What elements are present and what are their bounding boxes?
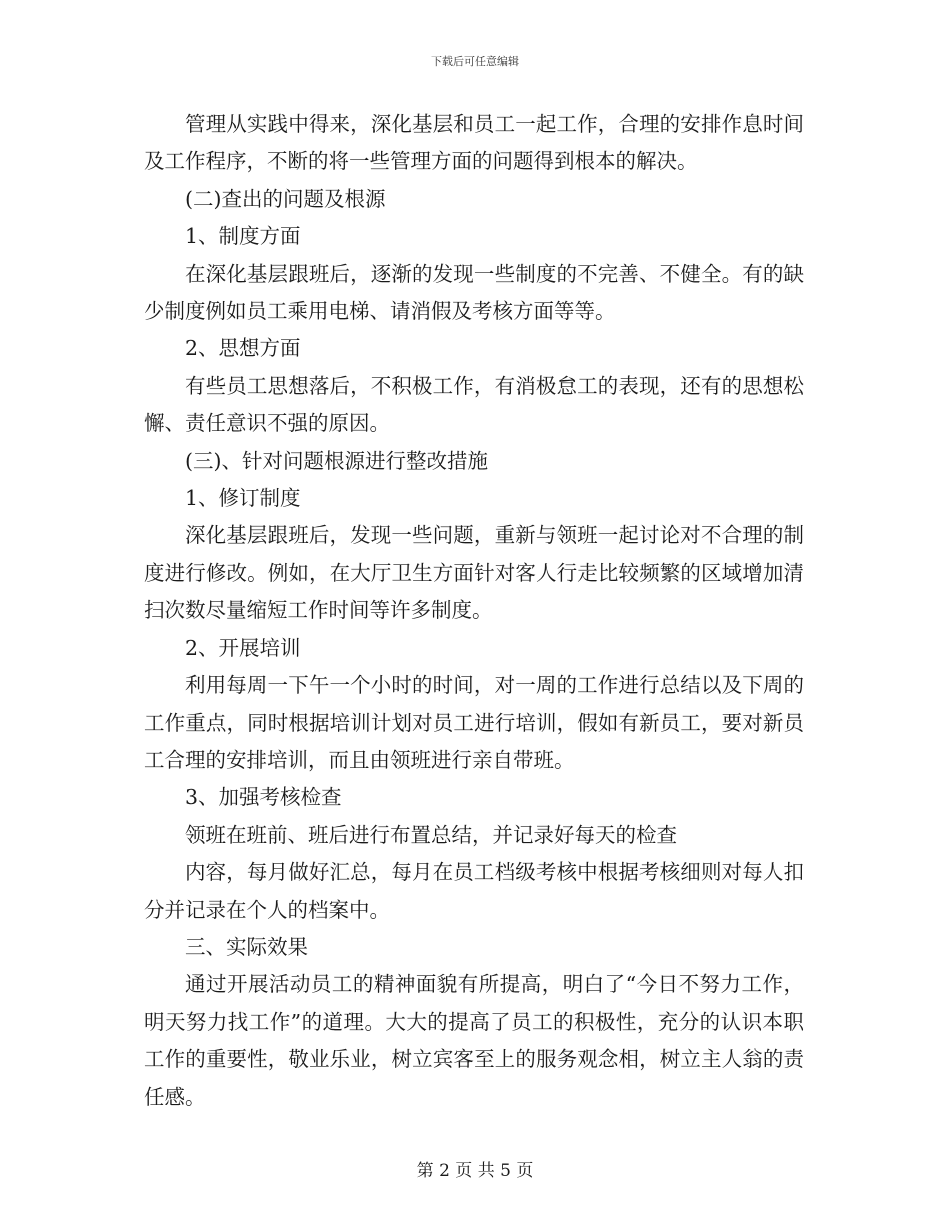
subsection-heading: 1、制度方面 <box>185 224 301 249</box>
subsection-heading: 3、加强考核检查 <box>185 785 342 810</box>
paragraph: 领班在班前、班后进行布置总结，并记录好每天的检查 <box>185 822 677 847</box>
page-number-footer: 第 2 页 共 5 页 <box>416 1161 534 1181</box>
section-heading: (二)查出的问题及根源 <box>185 186 386 211</box>
section-heading: (三)、针对问题根源进行整改措施 <box>185 448 488 473</box>
subsection-heading: 1、修订制度 <box>185 486 301 511</box>
paragraph: 在深化基层跟班后，逐渐的发现一些制度的不完善、不健全。有的缺少制度例如员工乘用电梯、请消假及考核方面等等。 <box>144 261 804 324</box>
paragraph: 内容，每月做好汇总，每月在员工档级考核中根据考核细则对每人扣分并记录在个人的档案中。 <box>144 860 804 922</box>
paragraph: 管理从实践中得来，深化基层和员工一起工作，合理的安排作息时间及工作程序，不断的将一些管理方面的问题得到根本的解决。 <box>144 112 804 174</box>
section-heading: 三、实际效果 <box>185 934 308 959</box>
page-header-note: 下载后可任意编辑 <box>431 55 519 68</box>
paragraph: 深化基层跟班后，发现一些问题，重新与领班一起讨论对不合理的制度进行修改。例如，在大厅卫生方面针对客人行走比较频繁的区域增加清扫次数尽量缩短工作时间等许多制度。 <box>144 523 804 623</box>
paragraph: 利用每周一下午一个小时的时间，对一周的工作进行总结以及下周的工作重点，同时根据培训计划对员工进行培训，假如有新员工，要对新员工合理的安排培训，而且由领班进行亲自带班。 <box>144 673 804 772</box>
subsection-heading: 2、开展培训 <box>185 635 301 660</box>
document-body <box>144 106 804 1116</box>
subsection-heading: 2、思想方面 <box>185 336 301 361</box>
paragraph: 通过开展活动员工的精神面貌有所提高，明白了“今日不努力工作，明天努力找工作”的道理。大大的提高了员工的积极性，充分的认识本职工作的重要性，敬业乐业，树立宾客至上的服务观念相，树立主人翁的责任感。 <box>144 972 804 1109</box>
paragraph: 有些员工思想落后，不积极工作，有消极怠工的表现，还有的思想松懈、责任意识不强的原因。 <box>144 373 804 436</box>
